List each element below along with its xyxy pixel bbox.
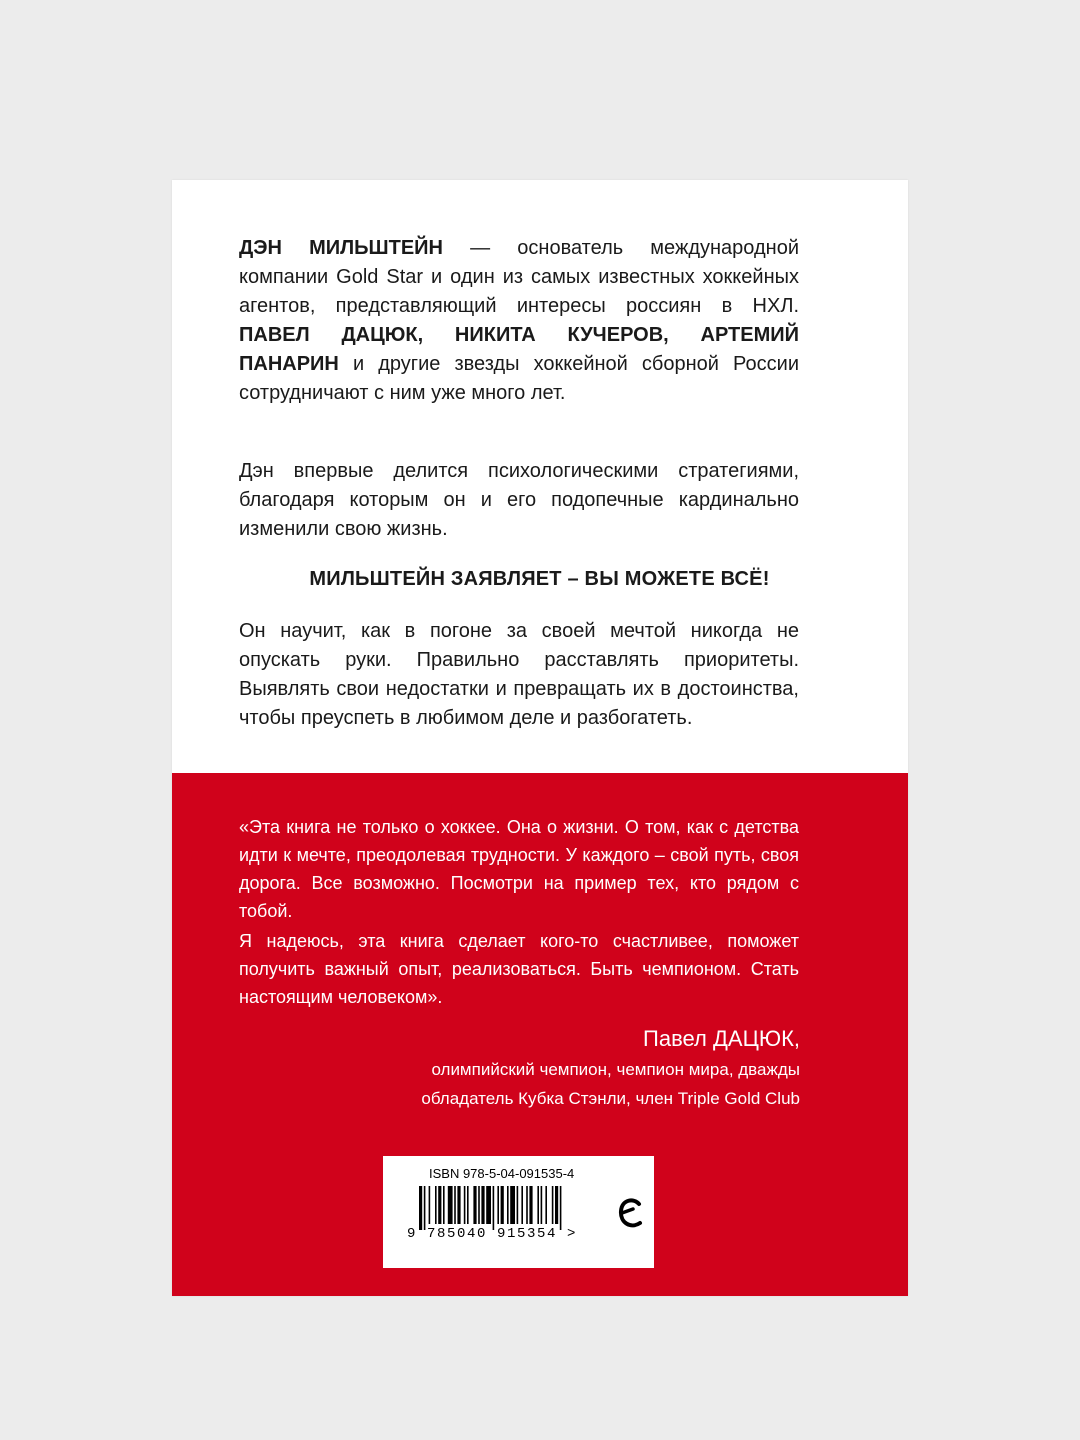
barcode-digits: 9 785040 915354 > [407,1226,578,1242]
barcode-bar [448,1186,453,1224]
isbn-text: ISBN 978-5-04-091535-4 [429,1166,575,1181]
strategies-paragraph: Дэн впервые делится психологическими стратегиями, благодаря которым он и его подопечные кардинально изменили свою жизнь. [239,460,799,540]
quote-author-title-line-2: обладатель Кубка Стэнли, член Triple Gold Club [421,1089,800,1108]
barcode-bar [419,1186,422,1230]
barcode-bar [529,1186,532,1224]
barcode-bar [541,1186,543,1224]
barcode-bar [510,1186,515,1224]
barcode-bar [464,1186,466,1224]
intro-text-1: — основатель международной компании Gold Star и один из самых известных хоккейных агентов, представляющий интересы россиян в НХЛ. [239,237,799,317]
barcode-bar [560,1186,562,1230]
barcode-bar [537,1186,539,1224]
barcode-bar [454,1186,456,1224]
quote-paragraph-1: «Эта книга не только о хоккее. Она о жизни. О том, как с детства идти к мечте, преодолевая трудности. У каждого – свой путь, своя дорога. Все возможно. Посмотри на пример тех, кто рядом с тобой. [239,817,799,921]
quote-author-title-line-1: олимпийский чемпион, чемпион мира, дважды [431,1060,800,1079]
barcode-bar [526,1186,528,1224]
barcode-bar [545,1186,547,1224]
author-name: ДЭН МИЛЬШТЕЙН [239,237,443,259]
barcode-bar [507,1186,509,1224]
barcode-bar [552,1186,554,1224]
barcode-bar [497,1186,499,1224]
players-names: ПАВЕЛ ДАЦЮК, НИКИТА КУЧЕРОВ, АРТЕМИЙ ПАНАРИН [239,324,799,375]
barcode-bar [478,1186,480,1224]
barcode-bar [493,1186,495,1230]
author-intro-paragraph [239,234,799,408]
barcode-icon [383,1156,654,1268]
barcode-bar [486,1186,491,1224]
book-back-cover [172,180,908,1296]
teaching-paragraph: Он научит, как в погоне за своей мечтой никогда не опускать руки. Правильно расставлять приоритеты. Выявлять свои недостатки и превращать их в достоинства, чтобы преуспеть в любимом деле и разбогатеть. [239,620,799,729]
cover-red-section [172,773,908,1296]
publisher-logo-icon [617,1196,645,1232]
barcode-bar [467,1186,469,1224]
intro-text-2: и другие звезды хоккейной сборной России сотрудничают с ним уже много лет. [239,353,799,404]
quote-signature [421,1023,800,1113]
barcode-bar [457,1186,460,1224]
cover-white-section [172,180,908,773]
barcode-bar [443,1186,445,1224]
barcode-bar [521,1186,523,1224]
isbn-barcode-box [383,1156,654,1268]
quote-paragraph-2: Я надеюсь, эта книга сделает кого-то счастливее, поможет получить важный опыт, реализоваться. Быть чемпионом. Стать настоящим человеком». [239,931,799,1007]
barcode-bar [438,1186,441,1224]
barcode-bar [424,1186,426,1230]
barcode-bar [517,1186,519,1224]
barcode-bar [435,1186,437,1224]
barcode-bar [481,1186,484,1224]
barcode-bar [473,1186,476,1224]
barcode-bar [555,1186,558,1224]
barcode-bar [429,1186,431,1224]
quote-author: Павел ДАЦЮК, [643,1026,800,1051]
headline: МИЛЬШТЕЙН ЗАЯВЛЯЕТ – ВЫ МОЖЕТЕ ВСЁ! [309,568,770,590]
barcode-bar [501,1186,504,1224]
